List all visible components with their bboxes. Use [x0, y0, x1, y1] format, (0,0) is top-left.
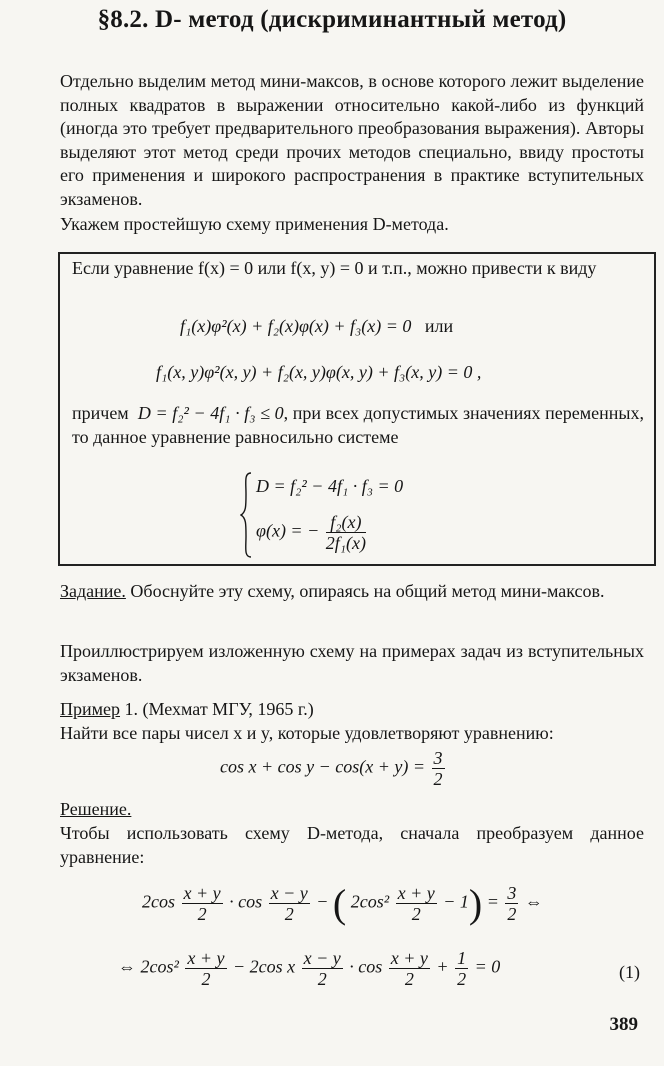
t1-p5: − 1	[443, 891, 469, 912]
system-eq2-lhs: φ(x) = −	[256, 520, 320, 541]
t2-p3: · cos	[349, 956, 383, 977]
box-eq1-or: или	[424, 316, 454, 336]
t2-frac1	[185, 948, 226, 989]
box-eq1-text: f₁(x)φ²(x) + f₂(x)φ(x) + f₃(x) = 0	[180, 316, 412, 336]
t1-frac2	[269, 883, 310, 924]
t2-f1-num: x + y	[187, 948, 225, 968]
condition-suffix: , при всех допустимых значениях переменных, то данное уравнение равносильно системе	[72, 403, 644, 447]
condition-formula: D = f₂² − 4f₁ · f₃ ≤ 0	[137, 403, 284, 423]
example-text: 1. (Мехмат МГУ, 1965 г.)	[120, 699, 314, 719]
t1-p2: · cos	[229, 891, 263, 912]
t1-p4: 2cos²	[350, 891, 394, 912]
example-equation	[220, 748, 447, 789]
system-eq2-fraction	[326, 512, 366, 553]
t1-f2-den: 2	[284, 904, 294, 924]
task-text: Обоснуйте эту схему, опираясь на общий метод мини-максов.	[125, 581, 605, 601]
box-eq2: f₁(x, y)φ²(x, y) + f₂(x, y)φ(x, y) + f₃(x, y) = 0 ,	[156, 362, 482, 382]
t1-p3: −	[316, 891, 333, 912]
t2-p4: +	[436, 956, 454, 977]
system-eq2-den: 2f₁(x)	[325, 533, 366, 553]
t2-f2-num: x − y	[303, 948, 341, 968]
box-condition	[72, 402, 644, 449]
intro2-text: Укажем простейшую схему применения D-метода.	[60, 214, 449, 234]
brace-icon	[240, 472, 252, 558]
intro-paragraph	[60, 70, 644, 212]
example-eq-den: 2	[433, 769, 443, 789]
solution-label-line	[60, 798, 644, 822]
intro2-paragraph	[60, 213, 644, 237]
system-eq1: D = f₂² − 4f₁ · f₃ = 0	[256, 476, 404, 496]
example-task: Найти все пары чисел x и y, которые удовлетворяют уравнению:	[60, 723, 554, 743]
box-eq1	[180, 316, 453, 337]
transform-equation-1	[142, 880, 543, 927]
t1-f1-den: 2	[197, 904, 207, 924]
right-paren: )	[468, 881, 483, 926]
example-heading	[60, 698, 644, 722]
system-eq2	[256, 512, 368, 553]
intro-text: Отдельно выделим метод мини-максов, в основе которого лежит выделение полных квадратов в выражении относительно какой-либо из функций (иногда это требует предварительного преобразования выражения). Авторы выделяют этот метод среди прочих методов специально, ввиду простоты его применения и широкого распространения в практике вступительных экзаменов.	[60, 71, 644, 209]
t1-f4-den: 2	[507, 904, 517, 924]
t1-p1: 2cos	[142, 891, 175, 912]
solution-label: Решение.	[60, 799, 132, 819]
illustrate-paragraph: Проиллюстрируем изложенную схему на примерах задач из вступительных экзаменов.	[60, 641, 644, 685]
t2-f3-num: x + y	[390, 948, 428, 968]
t2-p1: ⇔ 2cos²	[118, 956, 179, 977]
t2-p2: − 2cos x	[233, 956, 296, 977]
example-eq-num: 3	[433, 748, 443, 768]
condition-prefix: причем	[72, 403, 129, 423]
equation-number: (1)	[619, 962, 640, 982]
transform-equation-2	[118, 948, 500, 989]
left-paren: (	[332, 881, 347, 926]
t2-p5: = 0	[474, 956, 501, 977]
page-number: 389	[609, 1014, 638, 1035]
t1-frac4	[505, 883, 518, 924]
example-eq-lhs: cos x + cos y − cos(x + y) =	[220, 756, 426, 777]
t1-f1-num: x + y	[183, 883, 221, 903]
t1-f3-num: x + y	[397, 883, 435, 903]
t1-p7: ⇔	[524, 891, 543, 912]
task-paragraph	[60, 580, 644, 604]
example-eq-fraction	[432, 748, 445, 789]
t2-f3-den: 2	[404, 969, 414, 989]
task-label: Задание.	[60, 581, 126, 601]
t1-frac3	[396, 883, 437, 924]
scheme-box	[58, 252, 656, 566]
example-label: Пример	[60, 699, 121, 719]
system-eq2-num: f₂(x)	[326, 512, 366, 533]
t2-frac2	[302, 948, 343, 989]
t1-f2-num: x − y	[270, 883, 308, 903]
t2-frac4	[455, 948, 468, 989]
section-title: §8.2. D- метод (дискриминантный метод)	[97, 6, 567, 33]
box-line1: Если уравнение f(x) = 0 или f(x, y) = 0 и т.п., можно привести к виду	[72, 258, 597, 278]
t2-f2-den: 2	[317, 969, 327, 989]
t1-f4-num: 3	[507, 883, 517, 903]
t2-f4-den: 2	[457, 969, 467, 989]
t2-f4-num: 1	[457, 948, 467, 968]
t1-p6: =	[486, 891, 504, 912]
t1-f3-den: 2	[411, 904, 421, 924]
t2-frac3	[389, 948, 430, 989]
solution-text: Чтобы использовать схему D-метода, сначала преобразуем данное уравнение:	[60, 823, 644, 867]
t2-f1-den: 2	[201, 969, 211, 989]
t1-frac1	[182, 883, 223, 924]
